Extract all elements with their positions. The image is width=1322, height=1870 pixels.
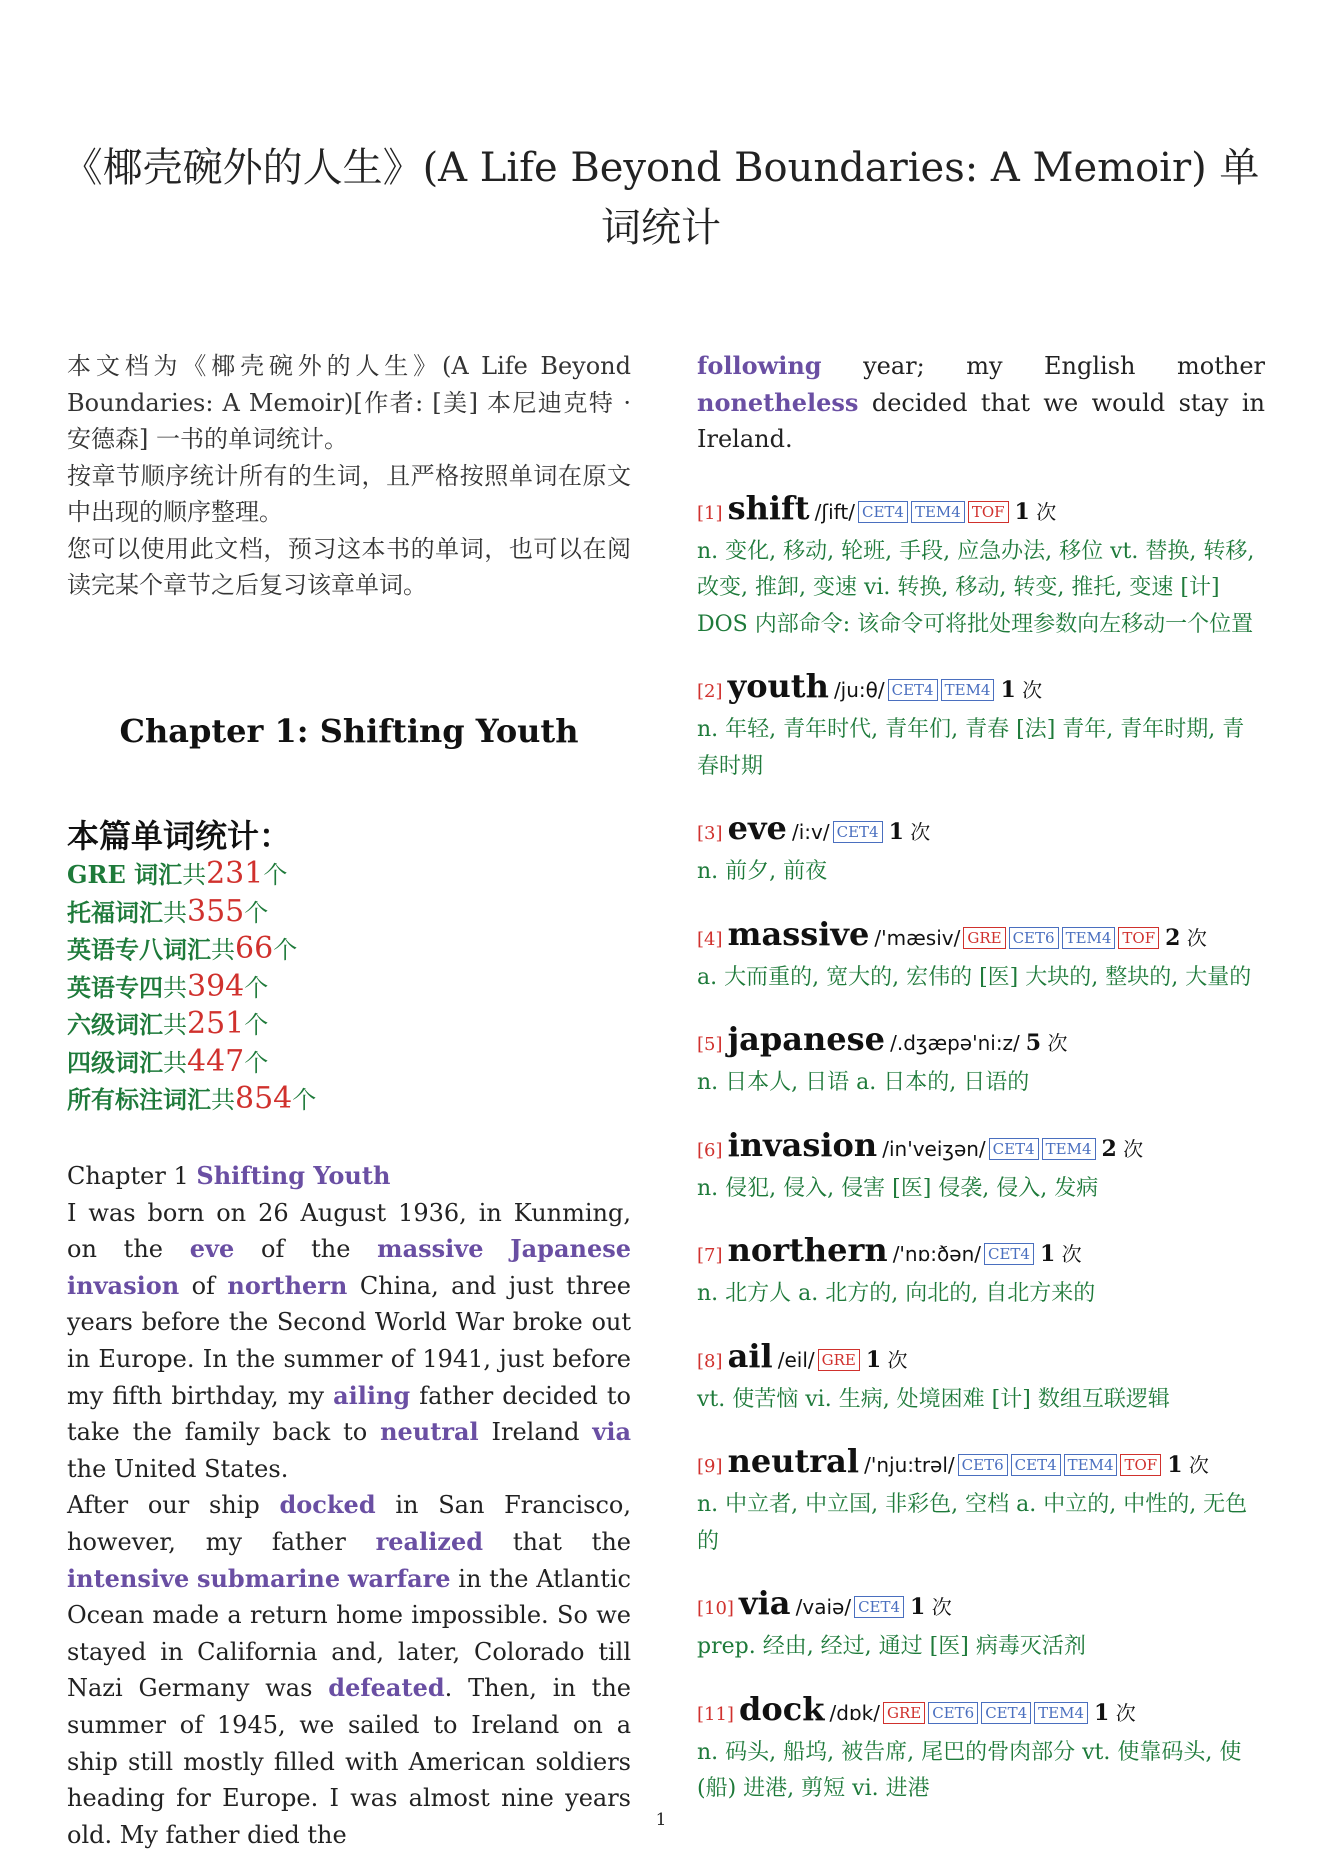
entry-word: eve	[727, 809, 787, 848]
entry-definition: n. 年轻, 青年时代, 青年们, 青春 [法] 青年, 青年时期, 青春时期	[697, 717, 1245, 779]
count-unit: 次	[1115, 1700, 1136, 1725]
level-tag: TEM4	[911, 501, 965, 523]
entry-definition: n. 前夕, 前夜	[697, 859, 828, 885]
entry-index: [2]	[697, 681, 723, 703]
paragraph-1	[67, 1195, 631, 1488]
stat-label: 托福词汇	[67, 897, 163, 927]
count-number: 2	[1165, 924, 1181, 951]
entry-pronunciation: /dɒk/	[829, 1700, 880, 1725]
entry-header	[697, 1230, 1265, 1276]
stat-count: 394	[187, 968, 245, 1004]
entry-index: [9]	[697, 1456, 723, 1478]
text-run: Ireland	[478, 1418, 593, 1447]
stats-title: 本篇单词统计：	[67, 817, 292, 855]
entry-definition: a. 大而重的, 宽大的, 宏伟的 [医] 大块的, 整块的, 大量的	[697, 964, 1252, 990]
text-run	[340, 1565, 348, 1593]
stat-suffix: 共	[163, 973, 187, 1002]
count-number: 2	[1101, 1135, 1117, 1162]
text-run: China, and just three years before the Second World War broke out in Europe. In the summer of 1941, just before my fifth birthday, my	[67, 1271, 631, 1410]
entry-index: [3]	[697, 823, 723, 845]
document-title: 《椰壳碗外的人生》(A Life Beyond Boundaries: A Memoir) 单词统计	[62, 145, 1260, 251]
entry-index: [4]	[697, 928, 723, 950]
count-number: 1	[910, 1594, 926, 1621]
stat-unit: 个	[273, 936, 298, 964]
word-entry	[697, 488, 1265, 644]
entry-pronunciation: /eil/	[777, 1347, 815, 1372]
count-number: 1	[1094, 1699, 1110, 1726]
entry-index: [6]	[697, 1139, 723, 1161]
text-run: of the	[234, 1235, 378, 1264]
entry-header	[697, 666, 1265, 712]
entry-header	[697, 808, 1265, 854]
level-tag: TEM4	[1034, 1702, 1088, 1724]
stat-label: GRE 词汇	[67, 860, 183, 889]
chapter-label: Chapter 1	[67, 1162, 189, 1190]
entry-count	[1040, 1242, 1082, 1266]
level-tag: TEM4	[1064, 1454, 1118, 1476]
word-entry	[697, 1336, 1265, 1419]
stat-unit: 个	[244, 973, 269, 1002]
page-number: 1	[655, 1810, 667, 1830]
level-tag: CET4	[858, 501, 908, 523]
count-unit: 次	[1022, 678, 1043, 703]
word-entry	[697, 1125, 1265, 1208]
text-run: I was born on 26 August 1936, in Kunming, on the	[67, 1198, 631, 1264]
stat-label: 英语专四	[67, 972, 163, 1002]
chapter-line	[67, 1158, 631, 1195]
entry-word: shift	[727, 488, 810, 527]
highlighted-word: massive	[377, 1234, 484, 1264]
highlighted-word: ailing	[333, 1380, 411, 1410]
entry-pronunciation: /'mæsiv/	[874, 925, 961, 950]
entry-count	[1015, 500, 1057, 524]
count-unit: 次	[1047, 1031, 1068, 1056]
stats-block	[67, 816, 631, 1119]
entry-pronunciation: /i:v/	[792, 820, 830, 845]
text-run: that the	[483, 1527, 631, 1556]
stat-suffix: 共	[211, 936, 235, 964]
entry-header	[697, 1689, 1265, 1735]
level-tag: TEM4	[941, 679, 995, 701]
highlighted-word: submarine	[196, 1563, 341, 1593]
entry-header	[697, 1583, 1265, 1629]
stat-label: 所有标注词汇	[67, 1085, 211, 1114]
entry-definition: n. 日本人, 日语 a. 日本的, 日语的	[697, 1070, 1030, 1096]
entry-header	[697, 914, 1265, 960]
entry-word: ail	[727, 1336, 773, 1375]
text-run: of	[179, 1271, 228, 1300]
entry-word: via	[739, 1584, 791, 1623]
entry-definition: vt. 使苦恼 vi. 生病, 处境困难 [计] 数组互联逻辑	[697, 1386, 1170, 1412]
entry-count	[1165, 926, 1207, 950]
stat-count: 231	[206, 856, 264, 891]
word-entry	[697, 666, 1265, 785]
highlighted-word: docked	[279, 1490, 376, 1520]
entry-count	[1026, 1031, 1068, 1055]
paragraph-2	[67, 1487, 631, 1853]
count-unit: 次	[931, 1595, 952, 1620]
entry-pronunciation: /vaiə/	[795, 1595, 852, 1620]
text-run: in the Atlantic Ocean made a return home impossible. So we stayed in California and, later, Colorado till Nazi Germany was	[67, 1564, 631, 1703]
intro-line: 本文档为《椰壳碗外的人生》(A Life Beyond Boundaries: A Memoir)[作者: [美] 本尼迪克特 · 安德森] 一书的单词统计。	[67, 352, 631, 453]
entry-definition: n. 侵犯, 侵入, 侵害 [医] 侵袭, 侵入, 发病	[697, 1175, 1099, 1201]
stat-line	[67, 1081, 631, 1119]
word-entry	[697, 914, 1265, 997]
level-tag: CET4	[1011, 1454, 1061, 1476]
word-entry	[697, 1689, 1265, 1808]
level-tag: TOF	[1120, 1454, 1161, 1476]
stat-count: 355	[187, 893, 245, 929]
level-tag: TOF	[968, 501, 1009, 523]
stat-line	[67, 931, 631, 969]
stat-line	[67, 969, 631, 1007]
highlighted-word: eve	[189, 1234, 235, 1264]
level-tag: TEM4	[1062, 927, 1116, 949]
level-tag: GRE	[818, 1349, 860, 1371]
stat-unit: 个	[292, 1086, 317, 1114]
count-number: 1	[1039, 1241, 1056, 1268]
entry-index: [7]	[697, 1245, 723, 1267]
stat-suffix: 共	[211, 1086, 235, 1114]
highlighted-word: defeated	[328, 1673, 445, 1703]
text-run: in San Francisco, however, my father	[67, 1491, 631, 1556]
word-list	[697, 488, 1265, 1808]
highlighted-word: warfare	[347, 1563, 451, 1593]
highlighted-word: realized	[375, 1526, 483, 1556]
count-unit: 次	[887, 1347, 908, 1372]
entry-word: japanese	[727, 1020, 886, 1059]
text-run: . Then, in the summer of 1945, we sailed to Ireland on a ship still mostly filled with American soldiers heading for Europe. I was almost nine years old. My father died the	[67, 1674, 631, 1849]
word-entry	[697, 1019, 1265, 1102]
highlighted-word: invasion	[67, 1270, 180, 1300]
level-tag: CET4	[854, 1596, 904, 1618]
paragraph-continuation	[697, 348, 1265, 458]
text-run: decided that we would stay in Ireland.	[697, 388, 1265, 454]
entry-count	[1167, 1453, 1209, 1477]
entry-definition: n. 中立者, 中立国, 非彩色, 空档 a. 中立的, 中性的, 无色的	[697, 1492, 1248, 1554]
count-unit: 次	[1188, 1453, 1209, 1478]
intro-line: 按章节顺序统计所有的生词，且严格按照单词在原文中出现的顺序整理。	[67, 461, 631, 526]
entry-definition: n. 北方人 a. 北方的, 向北的, 自北方来的	[697, 1281, 1096, 1307]
level-tag: CET4	[989, 1138, 1039, 1160]
stat-suffix: 共	[182, 861, 207, 889]
entry-header	[697, 1441, 1265, 1487]
highlighted-word: intensive	[67, 1563, 190, 1593]
stat-label: 四级词汇	[67, 1047, 163, 1077]
text-run: year; my English mother	[821, 352, 1265, 380]
count-unit: 次	[1186, 925, 1207, 950]
stats-lines	[67, 856, 631, 1119]
entry-header	[697, 1125, 1265, 1171]
highlighted-word: following	[697, 351, 822, 380]
entry-index: [1]	[697, 502, 723, 524]
level-tag: CET6	[1009, 927, 1059, 949]
stat-unit: 个	[244, 1011, 269, 1039]
entry-pronunciation: /'nju:trəl/	[864, 1453, 955, 1478]
word-entry	[697, 1583, 1265, 1666]
count-number: 5	[1025, 1030, 1042, 1057]
entry-definition: prep. 经由, 经过, 通过 [医] 病毒灭活剂	[697, 1634, 1086, 1660]
text-run: After our ship	[67, 1491, 280, 1520]
count-number: 1	[1167, 1452, 1183, 1479]
entry-word: massive	[727, 914, 870, 953]
entry-header	[697, 1336, 1265, 1382]
left-column	[67, 348, 632, 1849]
entry-pronunciation: /ʃift/	[814, 499, 855, 524]
text-run: the United States.	[67, 1454, 289, 1483]
entry-count	[889, 820, 931, 844]
stat-line	[67, 1044, 631, 1082]
stat-suffix: 共	[163, 898, 187, 927]
word-entry	[697, 808, 1265, 891]
entry-index: [11]	[697, 1703, 734, 1725]
stat-unit: 个	[244, 898, 269, 927]
chapter-heading: Chapter 1: Shifting Youth	[119, 712, 579, 750]
entry-count	[1094, 1701, 1136, 1725]
chapter-title: Shifting Youth	[196, 1161, 391, 1190]
entry-definition: n. 变化, 移动, 轮班, 手段, 应急办法, 移位 vt. 替换, 转移, 改变, 推卸, 变速 vi. 转换, 移动, 转变, 推托, 变速 [计] DOS 内部命令: 该命令可将批处理参数向左移动一个位置	[697, 538, 1255, 637]
count-number: 1	[1000, 677, 1016, 704]
level-tag: GRE	[883, 1702, 925, 1724]
stat-suffix: 共	[163, 1011, 187, 1039]
entry-word: invasion	[727, 1125, 878, 1164]
entry-count	[910, 1595, 952, 1619]
level-tag: CET4	[833, 821, 883, 843]
word-entry	[697, 1230, 1265, 1313]
level-tag: GRE	[963, 927, 1005, 949]
entry-count	[1000, 678, 1042, 702]
entry-index: [5]	[697, 1034, 723, 1056]
count-number: 1	[865, 1346, 882, 1373]
entry-index: [8]	[697, 1350, 723, 1372]
entry-definition: n. 码头, 船坞, 被告席, 尾巴的骨肉部分 vt. 使靠码头, 使 (船) 进港, 剪短 vi. 进港	[697, 1739, 1242, 1802]
highlighted-word: via	[592, 1417, 632, 1447]
text-run	[189, 1565, 197, 1593]
entry-count	[1102, 1137, 1144, 1161]
entry-pronunciation: /in'veiʒən/	[882, 1136, 986, 1161]
level-tag: CET6	[928, 1702, 978, 1724]
entry-header	[697, 1019, 1265, 1065]
intro-line: 您可以使用此文档，预习这本书的单词，也可以在阅读完某个章节之后复习该章单词。	[67, 534, 631, 599]
stat-line	[67, 856, 631, 894]
level-tag: CET6	[958, 1454, 1008, 1476]
level-tag: CET4	[984, 1243, 1034, 1265]
stat-count: 854	[235, 1081, 293, 1116]
stat-suffix: 共	[163, 1048, 187, 1077]
stat-count: 251	[187, 1006, 245, 1041]
text-run	[483, 1235, 510, 1263]
stat-label: 英语专八词汇	[67, 935, 211, 964]
count-unit: 次	[910, 820, 931, 845]
entry-pronunciation: /.dʒæpə'ni:z/	[890, 1031, 1020, 1056]
count-number: 1	[888, 819, 904, 846]
stat-line	[67, 894, 631, 932]
level-tag: CET4	[888, 679, 938, 701]
entry-word: northern	[727, 1231, 888, 1270]
highlighted-word: nonetheless	[697, 387, 859, 417]
level-tag: TEM4	[1042, 1138, 1096, 1160]
text-run: father decided to take the family back to	[67, 1381, 631, 1447]
stat-line	[67, 1006, 631, 1044]
highlighted-word: northern	[227, 1270, 348, 1300]
stat-count: 66	[235, 931, 274, 966]
entry-header	[697, 488, 1265, 534]
highlighted-word: neutral	[380, 1417, 479, 1447]
count-unit: 次	[1036, 499, 1057, 524]
stat-count: 447	[187, 1043, 245, 1079]
stat-unit: 个	[263, 861, 288, 889]
chapter-text	[67, 1158, 631, 1853]
right-column	[697, 348, 1265, 1831]
highlighted-word: Japanese	[510, 1234, 631, 1264]
entry-word: neutral	[727, 1442, 860, 1481]
word-entry	[697, 1441, 1265, 1560]
stat-label: 六级词汇	[67, 1010, 163, 1039]
entry-index: [10]	[697, 1598, 734, 1620]
entry-pronunciation: /ju:θ/	[833, 678, 885, 703]
entry-count	[866, 1348, 908, 1372]
level-tag: TOF	[1118, 927, 1159, 949]
level-tag: CET4	[981, 1702, 1031, 1724]
count-number: 1	[1014, 498, 1030, 525]
stat-unit: 个	[244, 1048, 269, 1077]
count-unit: 次	[1123, 1136, 1144, 1161]
intro	[67, 348, 631, 604]
entry-word: dock	[739, 1689, 825, 1728]
count-unit: 次	[1061, 1242, 1082, 1267]
entry-word: youth	[727, 667, 829, 706]
entry-pronunciation: /'nɒ:ðən/	[892, 1242, 981, 1267]
